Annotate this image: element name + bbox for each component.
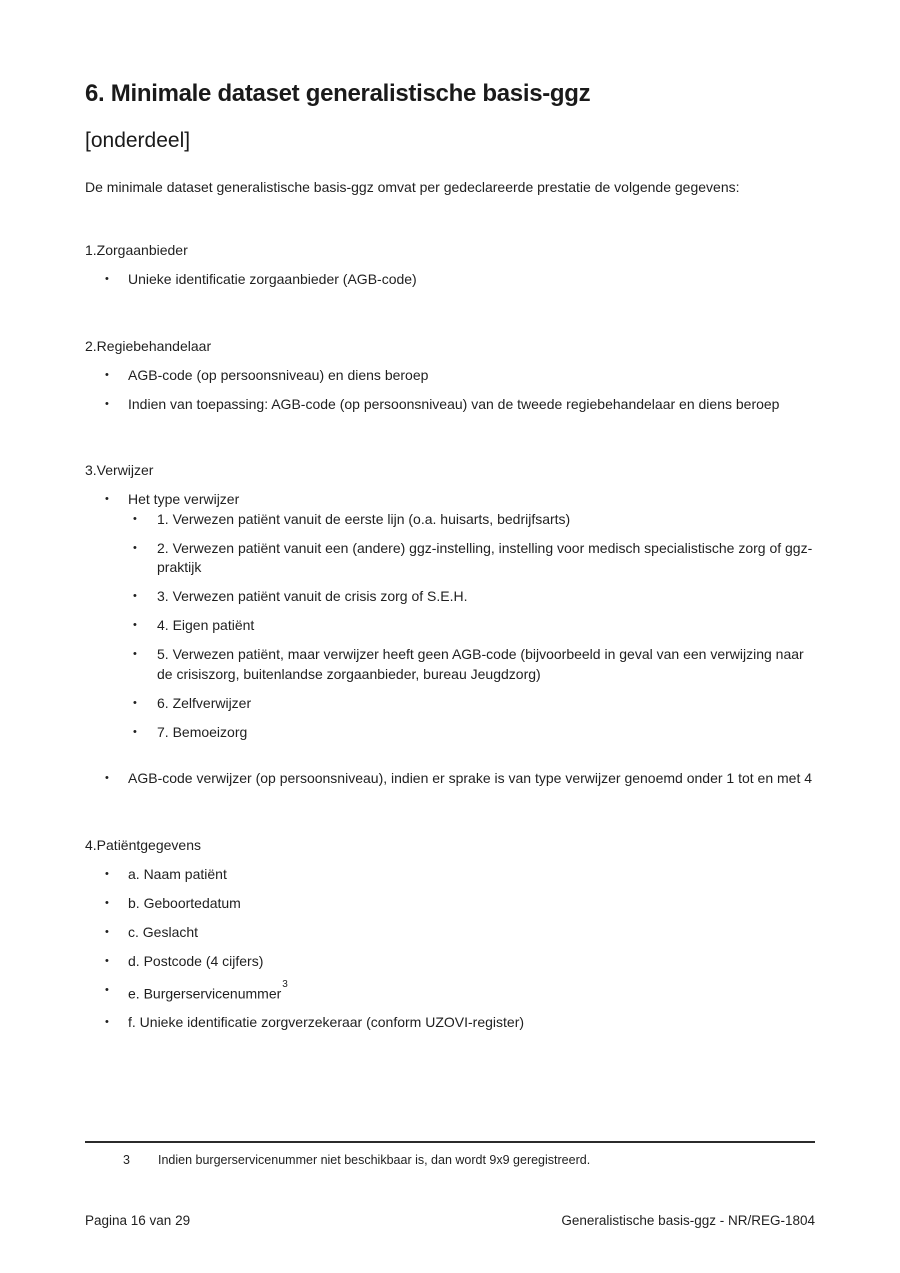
bullet-icon: • bbox=[105, 954, 109, 967]
list-item-text: e. Burgerservicenummer bbox=[128, 985, 282, 1002]
list-subitem bbox=[128, 587, 815, 607]
bullet-icon: • bbox=[133, 512, 137, 525]
list-type-verwijzer bbox=[128, 510, 815, 743]
list-item-text: c. Geslacht bbox=[128, 923, 199, 940]
list-regiebehandelaar bbox=[85, 366, 815, 415]
list-item-text: b. Geboortedatum bbox=[128, 894, 241, 911]
bullet-icon: • bbox=[105, 1016, 109, 1029]
list-subitem-text: 2. Verwezen patiënt vanuit een (andere) ggz-instelling, instelling voor medisch specialistische zorg of ggz-praktijk bbox=[157, 539, 813, 575]
bullet-icon: • bbox=[105, 772, 109, 784]
list-item-text: f. Unieke identificatie zorgverzekeraar (conform UZOVI-register) bbox=[128, 1014, 525, 1031]
list-item bbox=[85, 395, 815, 415]
list-subitem-text: 5. Verwezen patiënt, maar verwijzer heeft geen AGB-code (bijvoorbeeld in geval van een verwijzing naar de crisiszorg, buitenlandse zorgaanbieder, bureau Jeugdzorg) bbox=[157, 646, 804, 682]
page-footer bbox=[85, 1212, 815, 1230]
footnote-marker: 3 bbox=[123, 1153, 130, 1167]
list-subitem bbox=[128, 694, 815, 714]
section-heading-zorgaanbieder: 1.Zorgaanbieder bbox=[85, 242, 188, 258]
list-item bbox=[85, 865, 815, 885]
section-heading-patientgegevens: 4.Patiëntgegevens bbox=[85, 836, 201, 853]
bullet-icon: • bbox=[105, 273, 109, 285]
footer-document-id: Generalistische basis-ggz - NR/REG-1804 bbox=[561, 1213, 815, 1228]
list-zorgaanbieder bbox=[85, 270, 815, 290]
list-subitem bbox=[128, 539, 815, 578]
document-content bbox=[85, 0, 815, 1042]
bullet-icon: • bbox=[133, 541, 137, 554]
section-heading-regiebehandelaar: 2.Regiebehandelaar bbox=[85, 337, 212, 354]
bullet-icon: • bbox=[105, 397, 109, 410]
section-heading-verwijzer: 3.Verwijzer bbox=[85, 462, 154, 478]
list-item bbox=[85, 270, 815, 290]
bullet-icon: • bbox=[133, 696, 137, 709]
list-item-text: AGB-code verwijzer (op persoonsniveau), indien er sprake is van type verwijzer genoemd onder 1 tot en met 4 bbox=[128, 770, 813, 786]
bullet-icon: • bbox=[133, 619, 137, 631]
footer-page-number: Pagina 16 van 29 bbox=[85, 1213, 191, 1228]
bullet-icon: • bbox=[133, 725, 137, 738]
list-item-text: Indien van toepassing: AGB-code (op persoonsniveau) van de tweede regiebehandelaar en diens beroep bbox=[128, 395, 780, 412]
bullet-icon: • bbox=[105, 925, 109, 938]
list-item-text: Het type verwijzer bbox=[128, 491, 240, 507]
list-subitem bbox=[128, 510, 815, 530]
list-subitem bbox=[128, 645, 815, 684]
list-patientgegevens bbox=[85, 865, 815, 1033]
list-subitem-text: 3. Verwezen patiënt vanuit de crisis zorg of S.E.H. bbox=[157, 588, 468, 604]
list-subitem-text: 6. Zelfverwijzer bbox=[157, 694, 252, 711]
list-item bbox=[85, 978, 815, 1004]
page-subtitle: [onderdeel] bbox=[85, 129, 191, 152]
list-item bbox=[85, 894, 815, 914]
intro-paragraph: De minimale dataset generalistische basis-ggz omvat per gedeclareerde prestatie de volgende gegevens: bbox=[85, 179, 740, 195]
bullet-icon: • bbox=[133, 590, 137, 602]
footnote-text: Indien burgerservicenummer niet beschikbaar is, dan wordt 9x9 geregistreerd. bbox=[158, 1153, 591, 1167]
list-subitem bbox=[128, 723, 815, 743]
list-verwijzer bbox=[85, 490, 815, 789]
bullet-icon: • bbox=[105, 867, 109, 880]
list-subitem-text: 4. Eigen patiënt bbox=[157, 617, 255, 633]
page-title: 6. Minimale dataset generalistische basis-ggz bbox=[85, 80, 591, 107]
footnote-divider bbox=[85, 1141, 815, 1143]
bullet-icon: • bbox=[105, 368, 109, 381]
list-item bbox=[85, 490, 815, 742]
bullet-icon: • bbox=[105, 983, 109, 996]
list-item bbox=[85, 769, 815, 789]
list-item bbox=[85, 923, 815, 943]
footnote bbox=[123, 1152, 813, 1169]
list-subitem-text: 7. Bemoeizorg bbox=[157, 723, 248, 740]
bullet-icon: • bbox=[133, 648, 137, 660]
list-item bbox=[85, 952, 815, 972]
list-item bbox=[85, 1013, 815, 1033]
list-item-text: a. Naam patiënt bbox=[128, 865, 227, 882]
list-item-text: AGB-code (op persoonsniveau) en diens beroep bbox=[128, 366, 429, 383]
list-item-text: Unieke identificatie zorgaanbieder (AGB-code) bbox=[128, 271, 417, 287]
bullet-icon: • bbox=[105, 493, 109, 505]
footnote-reference: 3 bbox=[282, 978, 288, 990]
bullet-icon: • bbox=[105, 896, 109, 909]
list-item bbox=[85, 366, 815, 386]
list-subitem-text: 1. Verwezen patiënt vanuit de eerste lijn (o.a. huisarts, bedrijfsarts) bbox=[157, 510, 571, 527]
list-subitem bbox=[128, 616, 815, 636]
list-item-text: d. Postcode (4 cijfers) bbox=[128, 952, 264, 969]
